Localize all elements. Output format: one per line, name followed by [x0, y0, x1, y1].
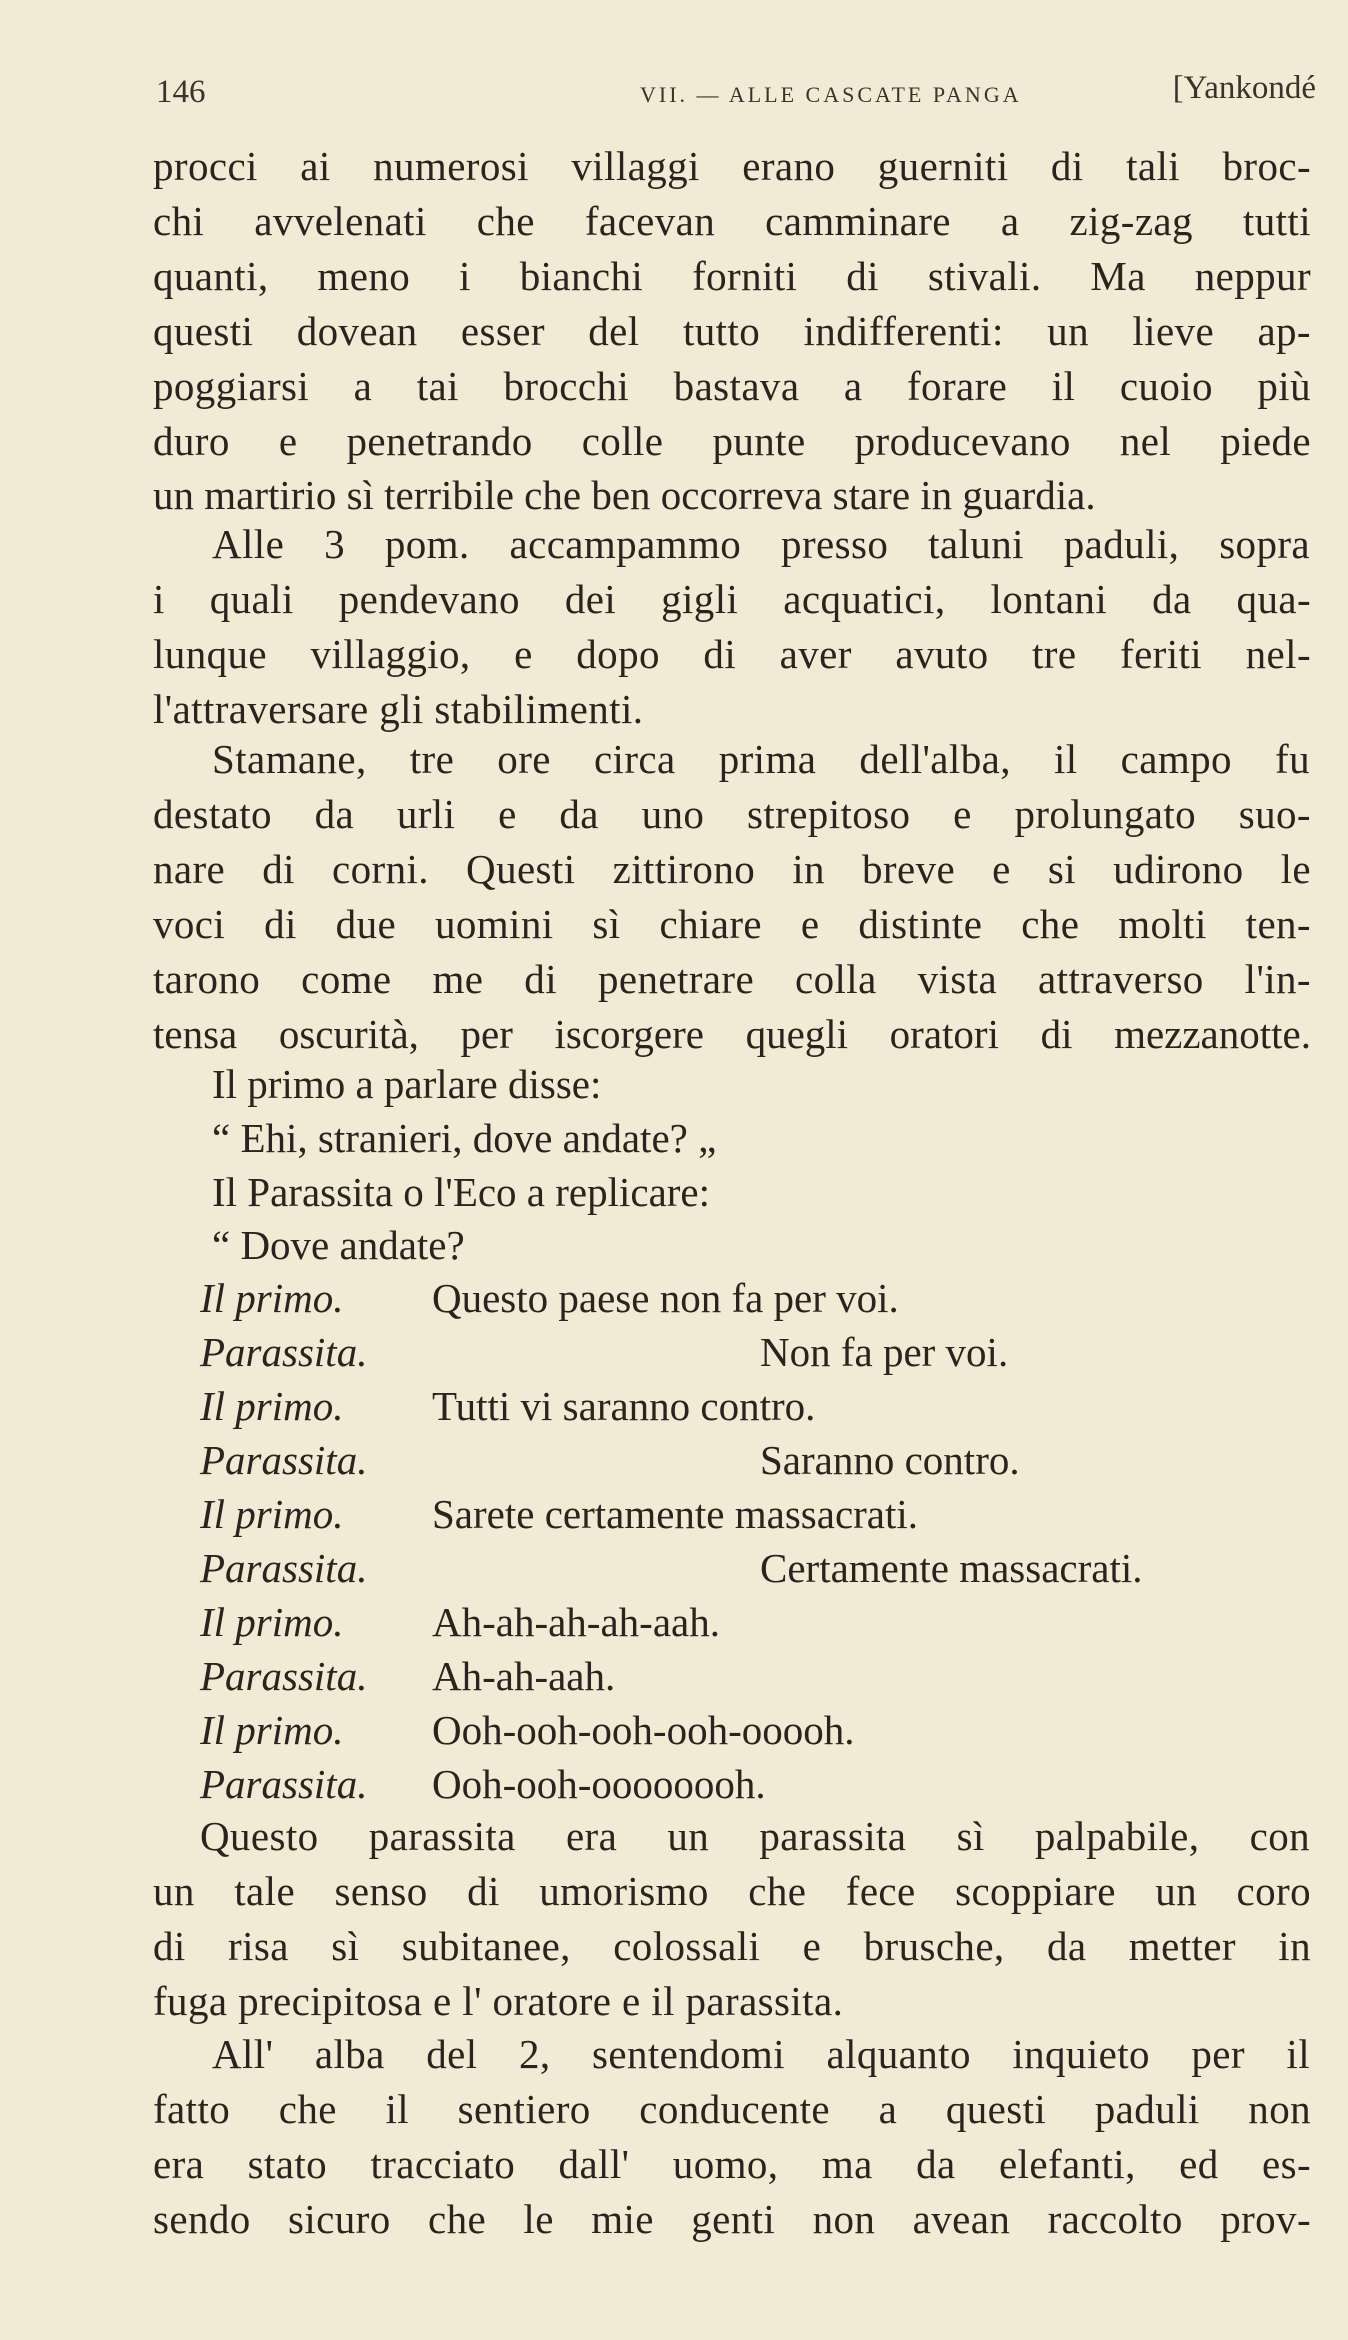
dialogue-text: Ooh-ooh-ooh-ooh-ooooh. [432, 1707, 855, 1753]
text-line: Questo parassita era un parassita sì palpabile, con [200, 1813, 1310, 1859]
text-line: Il Parassita o l'Eco a replicare: [212, 1169, 711, 1215]
page-header [150, 68, 1330, 124]
text-line: Stamane, tre ore circa prima dell'alba, il campo fu [212, 736, 1310, 782]
text-line: “ Ehi, stranieri, dove andate? „ [212, 1115, 717, 1161]
dialogue-text: Non fa per voi. [760, 1329, 1009, 1375]
dialogue-text: Saranno contro. [760, 1437, 1020, 1483]
page-number: 146 [156, 74, 206, 110]
text-line: era stato tracciato dall' uomo, ma da elefanti, ed es- [153, 2141, 1311, 2187]
text-line: Il primo a parlare disse: [212, 1061, 602, 1107]
dialogue-text: Questo paese non fa per voi. [432, 1275, 899, 1321]
text-line: un martirio sì terribile che ben occorreva stare in guardia. [153, 472, 1096, 518]
text-line: l'attraversare gli stabilimenti. [153, 686, 644, 732]
text-line: duro e penetrando colle punte producevano nel piede [153, 418, 1311, 464]
speaker-label: Parassita. [200, 1653, 368, 1699]
dialogue-text: Ah-ah-ah-ah-aah. [432, 1599, 720, 1645]
text-line: tensa oscurità, per iscorgere quegli oratori di mezzanotte. [153, 1011, 1311, 1057]
text-line: fatto che il sentiero conducente a questi paduli non [153, 2086, 1311, 2132]
speaker-label: Il primo. [200, 1491, 344, 1537]
dialogue-text: Tutti vi saranno contro. [432, 1383, 816, 1429]
text-line: questi dovean esser del tutto indifferenti: un lieve ap- [153, 308, 1311, 354]
speaker-label: Parassita. [200, 1761, 368, 1807]
side-note: [Yankondé [1172, 70, 1316, 106]
text-line: fuga precipitosa e l' oratore e il parassita. [153, 1978, 844, 2024]
speaker-label: Il primo. [200, 1599, 344, 1645]
dialogue-text: Ah-ah-aah. [432, 1653, 616, 1699]
text-line: chi avvelenati che facevan camminare a zig-zag tutti [153, 198, 1311, 244]
text-line: di risa sì subitanee, colossali e brusche, da metter in [153, 1923, 1311, 1969]
dialogue-text: Ooh-ooh-oooooooh. [432, 1761, 766, 1807]
text-line: All' alba del 2, sentendomi alquanto inquieto per il [212, 2031, 1310, 2077]
text-line: nare di corni. Questi zittirono in breve e si udirono le [153, 846, 1311, 892]
text-line: tarono come me di penetrare colla vista attraverso l'in- [153, 956, 1311, 1002]
text-line: destato da urli e da uno strepitoso e prolungato suo- [153, 791, 1311, 837]
speaker-label: Parassita. [200, 1329, 368, 1375]
text-line: i quali pendevano dei gigli acquatici, lontani da qua- [153, 576, 1311, 622]
speaker-label: Il primo. [200, 1707, 344, 1753]
text-line: voci di due uomini sì chiare e distinte che molti ten- [153, 901, 1311, 947]
text-line: “ Dove andate? [212, 1222, 465, 1268]
text-line: sendo sicuro che le mie genti non avean raccolto prov- [153, 2196, 1311, 2242]
text-line: quanti, meno i bianchi forniti di stivali. Ma neppur [153, 253, 1311, 299]
dialogue-text: Certamente massacrati. [760, 1545, 1143, 1591]
text-line: poggiarsi a tai brocchi bastava a forare il cuoio più [153, 363, 1311, 409]
text-line: un tale senso di umorismo che fece scoppiare un coro [153, 1868, 1311, 1914]
dialogue-text: Sarete certamente massacrati. [432, 1491, 919, 1537]
text-line: procci ai numerosi villaggi erano guerniti di tali broc- [153, 143, 1311, 189]
text-line: Alle 3 pom. accampammo presso taluni paduli, sopra [212, 521, 1310, 567]
speaker-label: Parassita. [200, 1545, 368, 1591]
text-line: lunque villaggio, e dopo di aver avuto tre feriti nel- [153, 631, 1311, 677]
running-title: VII. — ALLE CASCATE PANGA [640, 82, 1022, 107]
speaker-label: Parassita. [200, 1437, 368, 1483]
speaker-label: Il primo. [200, 1275, 344, 1321]
speaker-label: Il primo. [200, 1383, 344, 1429]
